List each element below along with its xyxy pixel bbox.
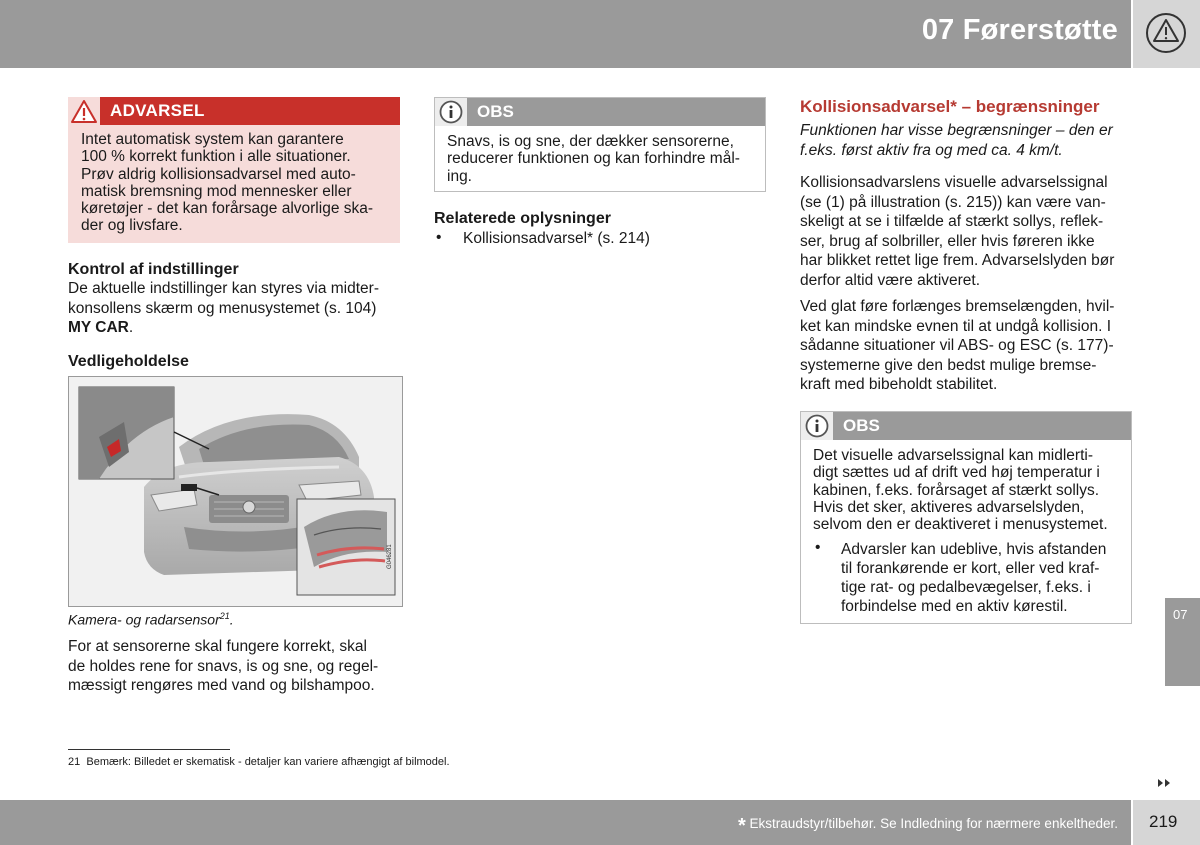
obs-title: OBS: [843, 416, 880, 435]
p2-line: Ved glat føre forlænges bremselængden, hvil-: [800, 298, 1115, 315]
settings-line: De aktuelle indstillinger kan styres via midter-: [68, 280, 379, 297]
limits-intro: [800, 121, 1140, 160]
bullet-line: forbindelse med en aktiv kørestil.: [841, 598, 1068, 615]
obs-header: [435, 98, 765, 126]
obs-bullet-text: [841, 540, 1106, 616]
p2-line: systemerne give den bedst mulige bremse-: [800, 356, 1097, 374]
maintenance-text: [68, 637, 408, 696]
obs-icon-box: [435, 98, 467, 126]
figure-caption: [68, 611, 234, 628]
p1-line: ser, brug af solbriller, eller hvis føreren ikke: [800, 232, 1095, 250]
warning-line: køretøjer - det kan forårsage alvorlige ska-: [81, 200, 374, 218]
footnote-text: Bemærk: Billedet er skematisk - detaljer kan variere afhængigt af bilmodel.: [86, 756, 450, 768]
footer-note: [738, 815, 1118, 838]
warning-line: matisk bremsning mod mennesker eller: [81, 182, 352, 200]
footnote: [68, 756, 450, 768]
obs-text: [447, 133, 740, 185]
related-link[interactable]: Kollisionsadvarsel* (s. 214): [463, 230, 650, 247]
period: .: [128, 319, 134, 336]
obs-box-visual-signal: [800, 411, 1132, 624]
obs-line: reducerer funktionen og kan forhindre mål-: [447, 150, 740, 168]
warning-box: [68, 97, 400, 243]
related-heading: Relaterede oplysninger: [434, 210, 611, 227]
p2-line: ket kan mindske evnen til at undgå kollision. I: [800, 317, 1112, 335]
p1-line: Kollisionsadvarslens visuelle advarselssignal: [800, 174, 1108, 191]
obs-line: Det visuelle advarselssignal kan midlerti-: [813, 447, 1093, 464]
p1-line: (se (1) på illustration (s. 215)) kan være van-: [800, 193, 1106, 211]
settings-heading: Kontrol af indstillinger: [68, 261, 239, 278]
limits-heading: Kollisionsadvarsel* – begrænsninger: [800, 97, 1100, 116]
bullet-line: til forankørende er kort, eller ved kraf-: [841, 560, 1100, 577]
warning-text: [81, 131, 393, 235]
footer-star: *: [737, 815, 746, 837]
footnote-rule: [68, 749, 230, 750]
warning-line: Intet automatisk system kan garantere: [81, 131, 344, 148]
double-arrow-right-icon: [1157, 778, 1173, 788]
obs-header: [801, 412, 1131, 440]
obs-box-sensors: [434, 97, 766, 192]
limits-paragraph-1: [800, 173, 1145, 290]
figure-camera-radar: [68, 376, 403, 607]
chapter-title: 07 Førerstøtte: [921, 14, 1118, 46]
obs-line: selvom den er deaktiveret i menusystemet.: [813, 516, 1108, 534]
warning-title: ADVARSEL: [110, 101, 205, 120]
intro-line: Funktionen har visse begrænsninger – den er: [800, 122, 1113, 139]
settings-section: [68, 261, 408, 338]
bullet-line: Advarsler kan udeblive, hvis afstanden: [841, 541, 1107, 558]
p2-line: sådanne situationer vil ABS- og ESC (s. 177)-: [800, 337, 1114, 354]
car-front-illustration: [69, 377, 402, 606]
obs-title: OBS: [477, 102, 514, 121]
warning-line: der og livsfare.: [81, 217, 183, 235]
maintenance-line: mæssigt rengøres med vand og bilshampoo.: [68, 677, 375, 694]
footer-text: Ekstraudstyr/tilbehør. Se Indledning for nærmere enkeltheder.: [749, 816, 1118, 831]
settings-line-tail: [68, 318, 408, 338]
bullet-dot: •: [436, 229, 442, 246]
footnote-number: 21: [68, 756, 81, 768]
page-number: 219: [1149, 812, 1178, 831]
figure-code: G046281: [387, 544, 393, 569]
p1-line: skeligt at se i tilfælde af stærkt sollys, reflek-: [800, 213, 1104, 230]
info-icon: [801, 412, 833, 440]
obs-line: digt sættes ud af drift ved høj temperatur i: [813, 464, 1100, 482]
obs-line: Hvis det sker, aktiveres advarselslyden,: [813, 498, 1085, 516]
settings-text: [68, 279, 408, 338]
p2-line: kraft med bibeholdt stabilitet.: [800, 376, 998, 393]
obs-line: kabinen, f.eks. forårsaget af stærkt sollys.: [813, 481, 1100, 499]
maintenance-line: For at sensorerne skal fungere korrekt, skal: [68, 638, 367, 655]
obs-text: [813, 447, 1108, 533]
warning-triangle-icon: [68, 97, 100, 125]
obs-line: ing.: [447, 167, 472, 185]
p1-line: har blikket rettet lige frem. Advarselslyden bør: [800, 252, 1115, 269]
caption-footnote-ref: 21: [219, 611, 230, 621]
limits-paragraph-2: [800, 297, 1145, 395]
my-car-label: MY CAR: [68, 319, 129, 336]
obs-line: Snavs, is og sne, der dækker sensorerne,: [447, 133, 734, 150]
maintenance-heading: Vedligeholdelse: [68, 353, 189, 370]
info-icon: [435, 98, 467, 126]
settings-line: konsollens skærm og menusystemet (s. 104): [68, 299, 377, 317]
maintenance-line: de holdes rene for snavs, is og sne, og regel-: [68, 657, 379, 675]
warning-triangle-icon: [1133, 0, 1200, 68]
warning-line: 100 % korrekt funktion i alle situationer.: [81, 148, 351, 166]
caption-period: .: [229, 611, 234, 628]
obs-icon-box: [801, 412, 833, 440]
bullet-dot: •: [815, 539, 821, 556]
header-icon-box: [1133, 0, 1200, 68]
warning-icon-box: [68, 97, 100, 125]
caption-text: Kamera- og radarsensor: [68, 611, 220, 628]
warning-line: Prøv aldrig kollisionsadvarsel med auto-: [81, 165, 356, 183]
bullet-line: tige rat- og pedalbevægelser, f.eks. i: [841, 579, 1091, 596]
warning-header: [68, 97, 400, 125]
chapter-side-tab-label: 07: [1173, 607, 1188, 622]
intro-line: f.eks. først aktiv fra og med ca. 4 km/t.: [800, 141, 1063, 159]
p1-line: derfor altid være aktiveret.: [800, 271, 981, 289]
next-page-indicator[interactable]: [1157, 775, 1173, 793]
